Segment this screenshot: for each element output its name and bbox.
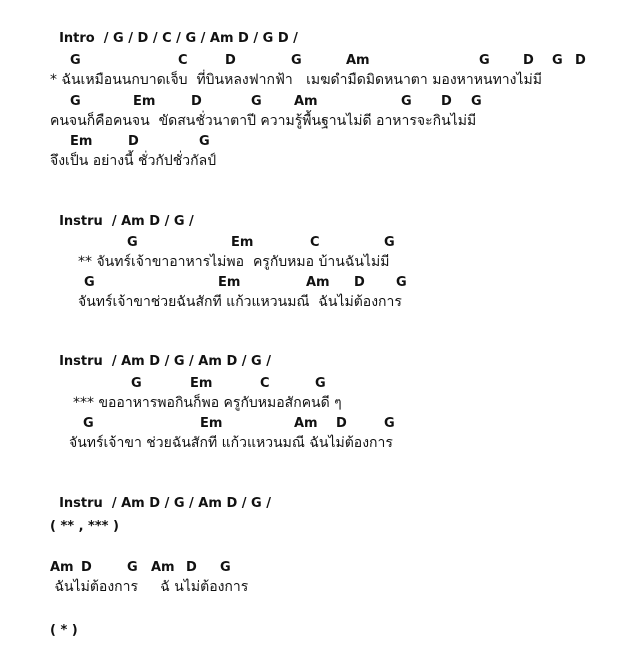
chord-symbol: G	[70, 94, 81, 109]
chord-symbol: G	[83, 416, 94, 431]
chord-line	[0, 52, 620, 70]
chord-symbol: G	[251, 94, 262, 109]
chord-symbol: D	[81, 560, 92, 575]
chord-symbol: Am	[50, 560, 74, 575]
lyric-line: คนจนก็คือคนจน ขัดสนชั่วนาตาปี ความรู้พื้นฐานไม่ดี อาหารจะกินไม่มี	[50, 113, 477, 129]
lyric-line: จันทร์เจ้าขาช่วยฉันสักที แก้วแหวนมณี ฉันไม่ต้องการ	[78, 294, 402, 310]
chord-symbol: D	[523, 53, 534, 68]
chord-symbol: G	[199, 134, 210, 149]
chord-line	[0, 133, 620, 151]
chord-symbol: G	[479, 53, 490, 68]
chord-symbol: Em	[218, 275, 241, 290]
intro-progression: / G / D / C / G / Am D / G D /	[103, 31, 298, 46]
chord-symbol: Em	[231, 235, 254, 250]
section-label-instru: Instru	[59, 496, 103, 511]
section-label-instru: Instru	[59, 354, 103, 369]
chord-symbol: D	[225, 53, 236, 68]
chord-symbol: G	[131, 376, 142, 391]
chord-symbol: G	[384, 235, 395, 250]
chord-symbol: G	[127, 560, 138, 575]
lyric-line: ฉันไม่ต้องการ ฉั นไม่ต้องการ	[50, 579, 249, 595]
chord-symbol: C	[260, 376, 270, 391]
chord-symbol: C	[178, 53, 188, 68]
lyric-line: *** ขออาหารพอกินก็พอ ครูกับหมอสักคนดี ๆ	[73, 395, 342, 411]
chord-symbol: D	[575, 53, 586, 68]
chord-symbol: D	[128, 134, 139, 149]
chord-symbol: G	[291, 53, 302, 68]
chord-symbol: Em	[200, 416, 223, 431]
lyric-line: * ฉันเหมือนนกบาดเจ็บ ที่บินหลงฟากฟ้า เมฆดำมืดมิดหนาตา มองหาหนทางไม่มี	[50, 72, 542, 88]
chord-line	[0, 375, 620, 393]
chord-symbol: Am	[306, 275, 330, 290]
chord-symbol: Em	[70, 134, 93, 149]
chord-symbol: G	[127, 235, 138, 250]
chord-line	[0, 415, 620, 433]
instru-line	[50, 477, 271, 513]
instru-progression: / Am D / G / Am D / G /	[111, 354, 271, 369]
chord-symbol: D	[441, 94, 452, 109]
chord-symbol: Am	[151, 560, 175, 575]
chord-symbol: D	[191, 94, 202, 109]
instru-progression: / Am D / G /	[111, 214, 194, 229]
chord-symbol: G	[220, 560, 231, 575]
chord-symbol: G	[84, 275, 95, 290]
repeat-marker: ( * )	[50, 623, 78, 638]
chord-line	[0, 93, 620, 111]
instru-progression: / Am D / G / Am D / G /	[111, 496, 271, 511]
section-label-intro: Intro	[59, 31, 95, 46]
lyric-line: ** จันทร์เจ้าขาอาหารไม่พอ ครูกับหมอ บ้านฉันไม่มี	[78, 254, 390, 270]
instru-line	[50, 195, 194, 231]
chord-symbol: G	[384, 416, 395, 431]
chord-symbol: Am	[346, 53, 370, 68]
repeat-marker: ( ** , *** )	[50, 519, 119, 534]
chord-symbol: D	[186, 560, 197, 575]
chord-symbol: Em	[133, 94, 156, 109]
instru-line	[50, 335, 271, 371]
chord-line	[0, 274, 620, 292]
section-label-instru: Instru	[59, 214, 103, 229]
chord-symbol: G	[471, 94, 482, 109]
intro-line	[50, 12, 298, 48]
chord-symbol: G	[315, 376, 326, 391]
chord-symbol: G	[552, 53, 563, 68]
chord-symbol: Am	[294, 416, 318, 431]
lyric-line: จันทร์เจ้าขา ช่วยฉันสักที แก้วแหวนมณี ฉันไม่ต้องการ	[69, 435, 393, 451]
chord-symbol: D	[354, 275, 365, 290]
chord-symbol: Em	[190, 376, 213, 391]
lyric-line: จึงเป็น อย่างนี้ ชั่วกัปชั่วกัลป์	[50, 153, 217, 169]
chord-symbol: C	[310, 235, 320, 250]
chord-line	[0, 234, 620, 252]
chord-line	[0, 559, 620, 577]
chord-symbol: G	[70, 53, 81, 68]
chord-symbol: G	[396, 275, 407, 290]
chord-symbol: D	[336, 416, 347, 431]
chord-symbol: G	[401, 94, 412, 109]
chord-symbol: Am	[294, 94, 318, 109]
